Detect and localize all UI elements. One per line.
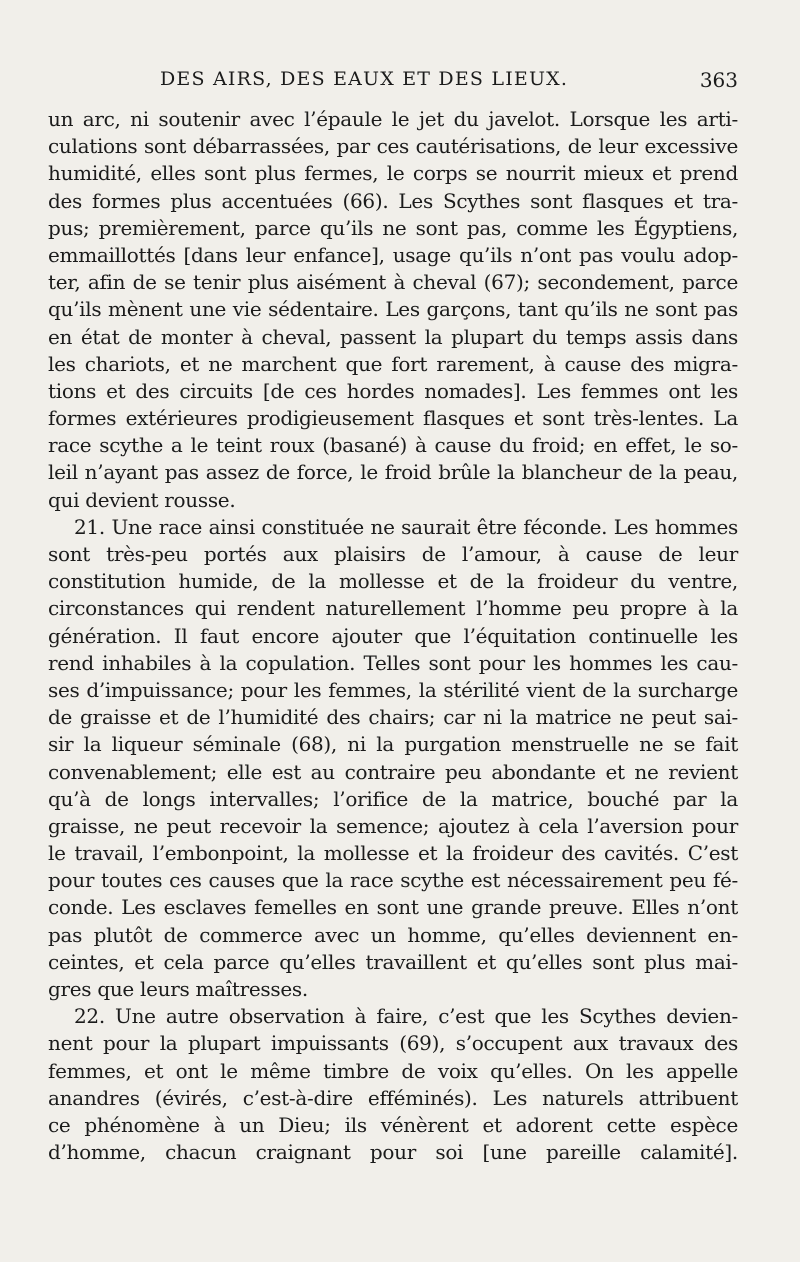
text-line: de graisse et de l’humidité des chairs; car ni la matrice ne peut sai-	[48, 705, 738, 730]
text-line: génération. Il faut encore ajouter que l’équitation continuelle les	[48, 623, 738, 648]
page-header	[48, 68, 738, 98]
text-line: d’homme, chacun craignant pour soi [une pareille calamité].	[48, 1140, 738, 1165]
running-title: DES AIRS, DES EAUX ET DES LIEUX.	[160, 68, 569, 90]
text-line: 21. Une race ainsi constituée ne saurait être féconde. Les hommes	[74, 514, 738, 539]
text-line: leil n’ayant pas assez de force, le froid brûle la blancheur de la peau,	[48, 460, 738, 485]
text-line: ter, afin de se tenir plus aisément à cheval (67); secondement, parce	[48, 270, 738, 295]
text-line: rend inhabiles à la copulation. Telles sont pour les hommes les cau-	[48, 650, 738, 675]
text-line: gres que leurs maîtresses.	[48, 977, 308, 1001]
text-line: tions et des circuits [de ces hordes nomades]. Les femmes ont les	[48, 378, 738, 403]
text-line: emmaillottés [dans leur enfance], usage qu’ils n’ont pas voulu adop-	[48, 242, 738, 267]
text-line: 22. Une autre observation à faire, c’est que les Scythes devien-	[74, 1004, 738, 1029]
text-line: circonstances qui rendent naturellement l’homme peu propre à la	[48, 596, 738, 621]
text-line: anandres (évirés, c’est-à-dire efféminés). Les naturels attribuent	[48, 1085, 738, 1110]
text-line: graisse, ne peut recevoir la semence; ajoutez à cela l’aversion pour	[48, 813, 738, 838]
text-line: convenablement; elle est au contraire peu abondante et ne revient	[48, 759, 738, 784]
text-line: nent pour la plupart impuissants (69), s’occupent aux travaux des	[48, 1031, 738, 1056]
text-line: humidité, elles sont plus fermes, le corps se nourrit mieux et prend	[48, 161, 738, 186]
text-line: ceintes, et cela parce qu’elles travaillent et qu’elles sont plus mai-	[48, 949, 738, 974]
text-line: le travail, l’embonpoint, la mollesse et la froideur des cavités. C’est	[48, 841, 738, 866]
page-number: 363	[699, 68, 738, 92]
text-line: conde. Les esclaves femelles en sont une grande preuve. Elles n’ont	[48, 895, 738, 920]
text-line: un arc, ni soutenir avec l’épaule le jet du javelot. Lorsque les arti-	[48, 107, 738, 131]
text-line: qui devient rousse.	[48, 487, 236, 512]
text-line: des formes plus accentuées (66). Les Scythes sont flasques et tra-	[48, 188, 738, 213]
text-line: femmes, et ont le même timbre de voix qu’elles. On les appelle	[48, 1058, 738, 1083]
text-line: sir la liqueur séminale (68), ni la purgation menstruelle ne se fait	[48, 732, 738, 757]
text-line: formes extérieures prodigieusement flasques et sont très-lentes. La	[48, 406, 738, 431]
text-line: pus; premièrement, parce qu’ils ne sont pas, comme les Égyptiens,	[48, 215, 738, 240]
text-line: ce phénomène à un Dieu; ils vénèrent et adorent cette espèce	[48, 1112, 738, 1137]
text-line: sont très-peu portés aux plaisirs de l’amour, à cause de leur	[48, 542, 738, 566]
text-line: les chariots, et ne marchent que fort rarement, à cause des migra-	[48, 351, 738, 376]
text-line: pour toutes ces causes que la race scythe est nécessairement peu fé-	[48, 868, 738, 893]
text-line: qu’ils mènent une vie sédentaire. Les garçons, tant qu’ils ne sont pas	[48, 297, 738, 322]
text-line: constitution humide, de la mollesse et de la froideur du ventre,	[48, 569, 738, 594]
body-text	[48, 106, 738, 1166]
text-line: en état de monter à cheval, passent la plupart du temps assis dans	[48, 324, 738, 349]
text-line: ses d’impuissance; pour les femmes, la stérilité vient de la surcharge	[48, 677, 738, 702]
text-line: race scythe a le teint roux (basané) à cause du froid; en effet, le so-	[48, 433, 738, 458]
text-line: pas plutôt de commerce avec un homme, qu’elles deviennent en-	[48, 922, 738, 947]
text-line: culations sont débarrassées, par ces cautérisations, de leur excessive	[48, 134, 738, 159]
text-line: qu’à de longs intervalles; l’orifice de la matrice, bouché par la	[48, 786, 738, 811]
